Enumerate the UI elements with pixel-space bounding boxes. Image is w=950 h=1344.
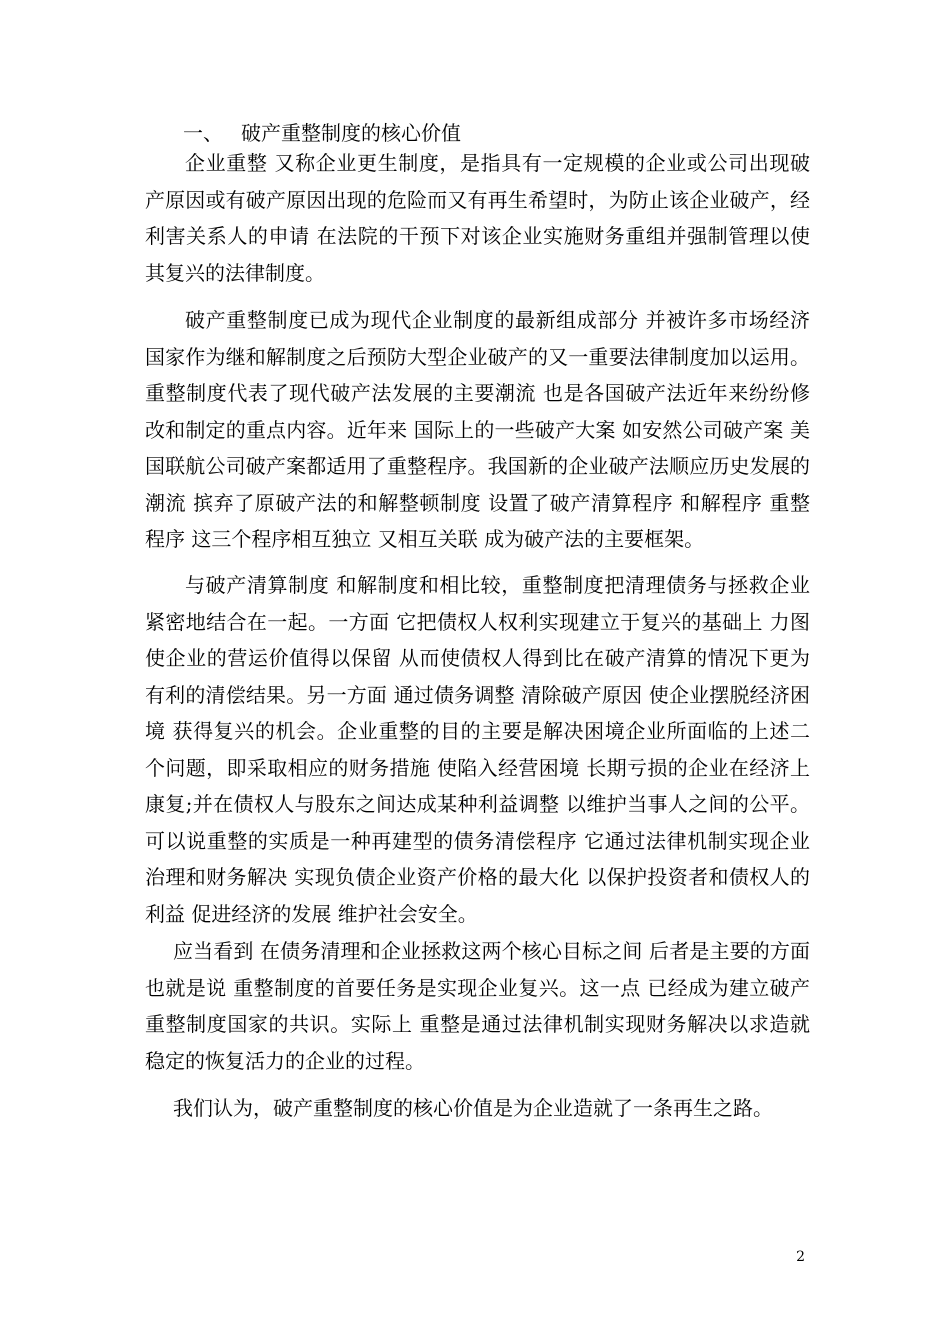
paragraph-1: 企业重整 又称企业更生制度，是指具有一定规模的企业或公司出现破产原因或有破产原因出现的危险而又有再生希望时，为防止该企业破产，经利害关系人的申请 在法院的干预下对该企业实施财务重组并强制管理以使其复兴的法律制度。 <box>145 151 810 285</box>
section-heading <box>183 118 461 148</box>
page-number: 2 <box>796 1249 805 1265</box>
paragraph-4: 应当看到 在债务清理和企业拯救这两个核心目标之间 后者是主要的方面也就是说 重整制度的首要任务是实现企业复兴。这一点 已经成为建立破产重整制度国家的共识。实际上 重整是通过法律机制实现财务解决以求造就稳定的恢复活力的企业的过程。 <box>145 939 810 1073</box>
paragraph-5: 我们认为，破产重整制度的核心价值是为企业造就了一条再生之路。 <box>173 1096 773 1120</box>
paragraph-3: 与破产清算制度 和解制度和相比较，重整制度把清理债务与拯救企业紧密地结合在一起。一方面 它把债权人权利实现建立于复兴的基础上 力图使企业的营运价值得以保留 从而使债权人得到比在破产清算的情况下更为有利的清偿结果。另一方面 通过债务调整 清除破产原因 使企业摆脱经济困境 获得复兴的机会。企业重整的目的主要是解决困境企业所面临的上述二个问题，即采取相应的财务措施 使陷入经营困境 长期亏损的企业在经济上康复;并在债权人与股东之间达成某种利益调整 以维护当事人之间的公平。可以说重整的实质是一种再建型的债务清偿程序 它通过法律机制实现企业治理和财务解决 实现负债企业资产价格的最大化 以保护投资者和债权人的利益 促进经济的发展 维护社会安全。 <box>145 573 810 926</box>
section-title: 破产重整制度的核心价值 <box>241 121 461 145</box>
section-number: 一、 <box>183 121 223 145</box>
paragraph-2: 破产重整制度已成为现代企业制度的最新组成部分 并被许多市场经济国家作为继和解制度之后预防大型企业破产的又一重要法律制度加以运用。重整制度代表了现代破产法发展的主要潮流 也是各国破产法近年来纷纷修改和制定的重点内容。近年来 国际上的一些破产大案 如安然公司破产案 美国联航公司破产案都适用了重整程序。我国新的企业破产法顺应历史发展的潮流 摈弃了原破产法的和解整顿制度 设置了破产清算程序 和解程序 重整程序 这三个程序相互独立 又相互关联 成为破产法的主要框架。 <box>145 308 810 551</box>
